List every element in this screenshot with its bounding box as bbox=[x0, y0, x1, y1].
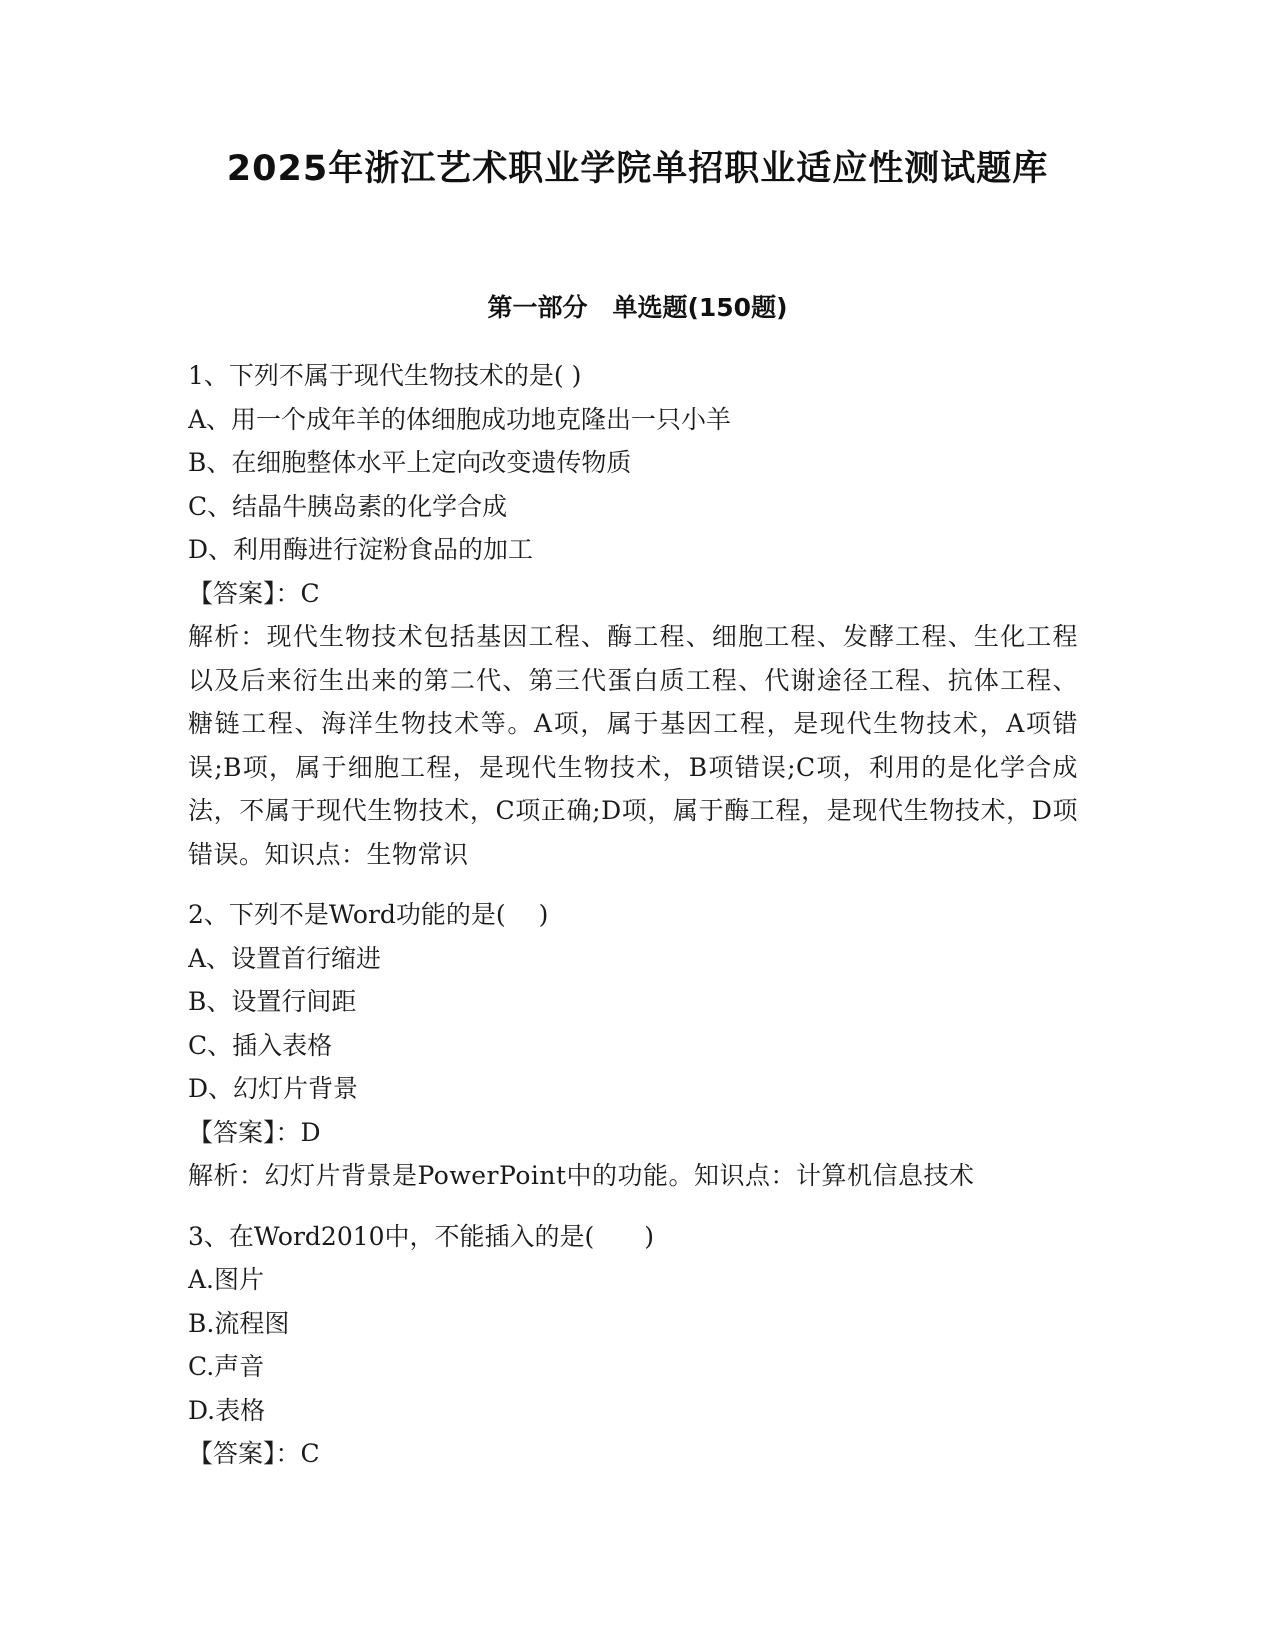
section-title: 第一部分 单选题(150题) bbox=[487, 293, 788, 322]
option-a: A.图片 bbox=[188, 1265, 265, 1294]
option-c: C、结晶牛胰岛素的化学合成 bbox=[188, 491, 508, 521]
option-d: D、利用酶进行淀粉食品的加工 bbox=[188, 535, 534, 564]
question-stem: 1、下列不属于现代生物技术的是( ) bbox=[188, 361, 582, 390]
option-c: C.声音 bbox=[188, 1352, 265, 1381]
answer-value: ：C bbox=[275, 578, 320, 608]
answer-label: 【答案】 bbox=[188, 1117, 276, 1147]
option-a: A、用一个成年羊的体细胞成功地克隆出一只小羊 bbox=[188, 404, 732, 434]
option-a: A、设置首行缩进 bbox=[188, 943, 382, 973]
answer-label: 【答案】 bbox=[188, 1439, 276, 1468]
option-c: C、插入表格 bbox=[188, 1030, 333, 1060]
question-stem: 3、在Word2010中，不能插入的是( ) bbox=[188, 1221, 655, 1251]
question-list bbox=[188, 354, 1078, 1493]
answer-label: 【答案】 bbox=[188, 578, 276, 608]
question-stem: 2、下列不是Word功能的是( ) bbox=[188, 900, 549, 929]
answer-line bbox=[188, 1111, 1078, 1155]
question-2 bbox=[188, 893, 1078, 1198]
option-b: B、在细胞整体水平上定向改变遗传物质 bbox=[188, 448, 632, 477]
answer-value: ：D bbox=[275, 1117, 321, 1147]
document-title: 2025年浙江艺术职业学院单招职业适应性测试题库 bbox=[226, 149, 1049, 189]
option-b: B.流程图 bbox=[188, 1308, 290, 1338]
option-b: B、设置行间距 bbox=[188, 987, 357, 1016]
explanation: 解析：现代生物技术包括基因工程、酶工程、细胞工程、发酵工程、生化工程以及后来衍生出来的第二代、第三代蛋白质工程、代谢途径工程、抗体工程、糖链工程、海洋生物技术等。A项，属于基因工程，是现代生物技术，A项错误;B项，属于细胞工程，是现代生物技术，B项错误;C项，利用的是化学合成法，不属于现代生物技术，C项正确;D项，属于酶工程，是现代生物技术，D项错误。知识点：生物常识 bbox=[188, 622, 1078, 869]
answer-line bbox=[188, 1432, 1078, 1476]
question-3 bbox=[188, 1215, 1078, 1476]
answer-value: ：C bbox=[275, 1439, 320, 1468]
question-1 bbox=[188, 354, 1078, 876]
option-d: D.表格 bbox=[188, 1395, 266, 1425]
explanation: 解析：幻灯片背景是PowerPoint中的功能。知识点：计算机信息技术 bbox=[188, 1161, 975, 1190]
answer-line bbox=[188, 572, 1078, 616]
option-d: D、幻灯片背景 bbox=[188, 1074, 359, 1103]
